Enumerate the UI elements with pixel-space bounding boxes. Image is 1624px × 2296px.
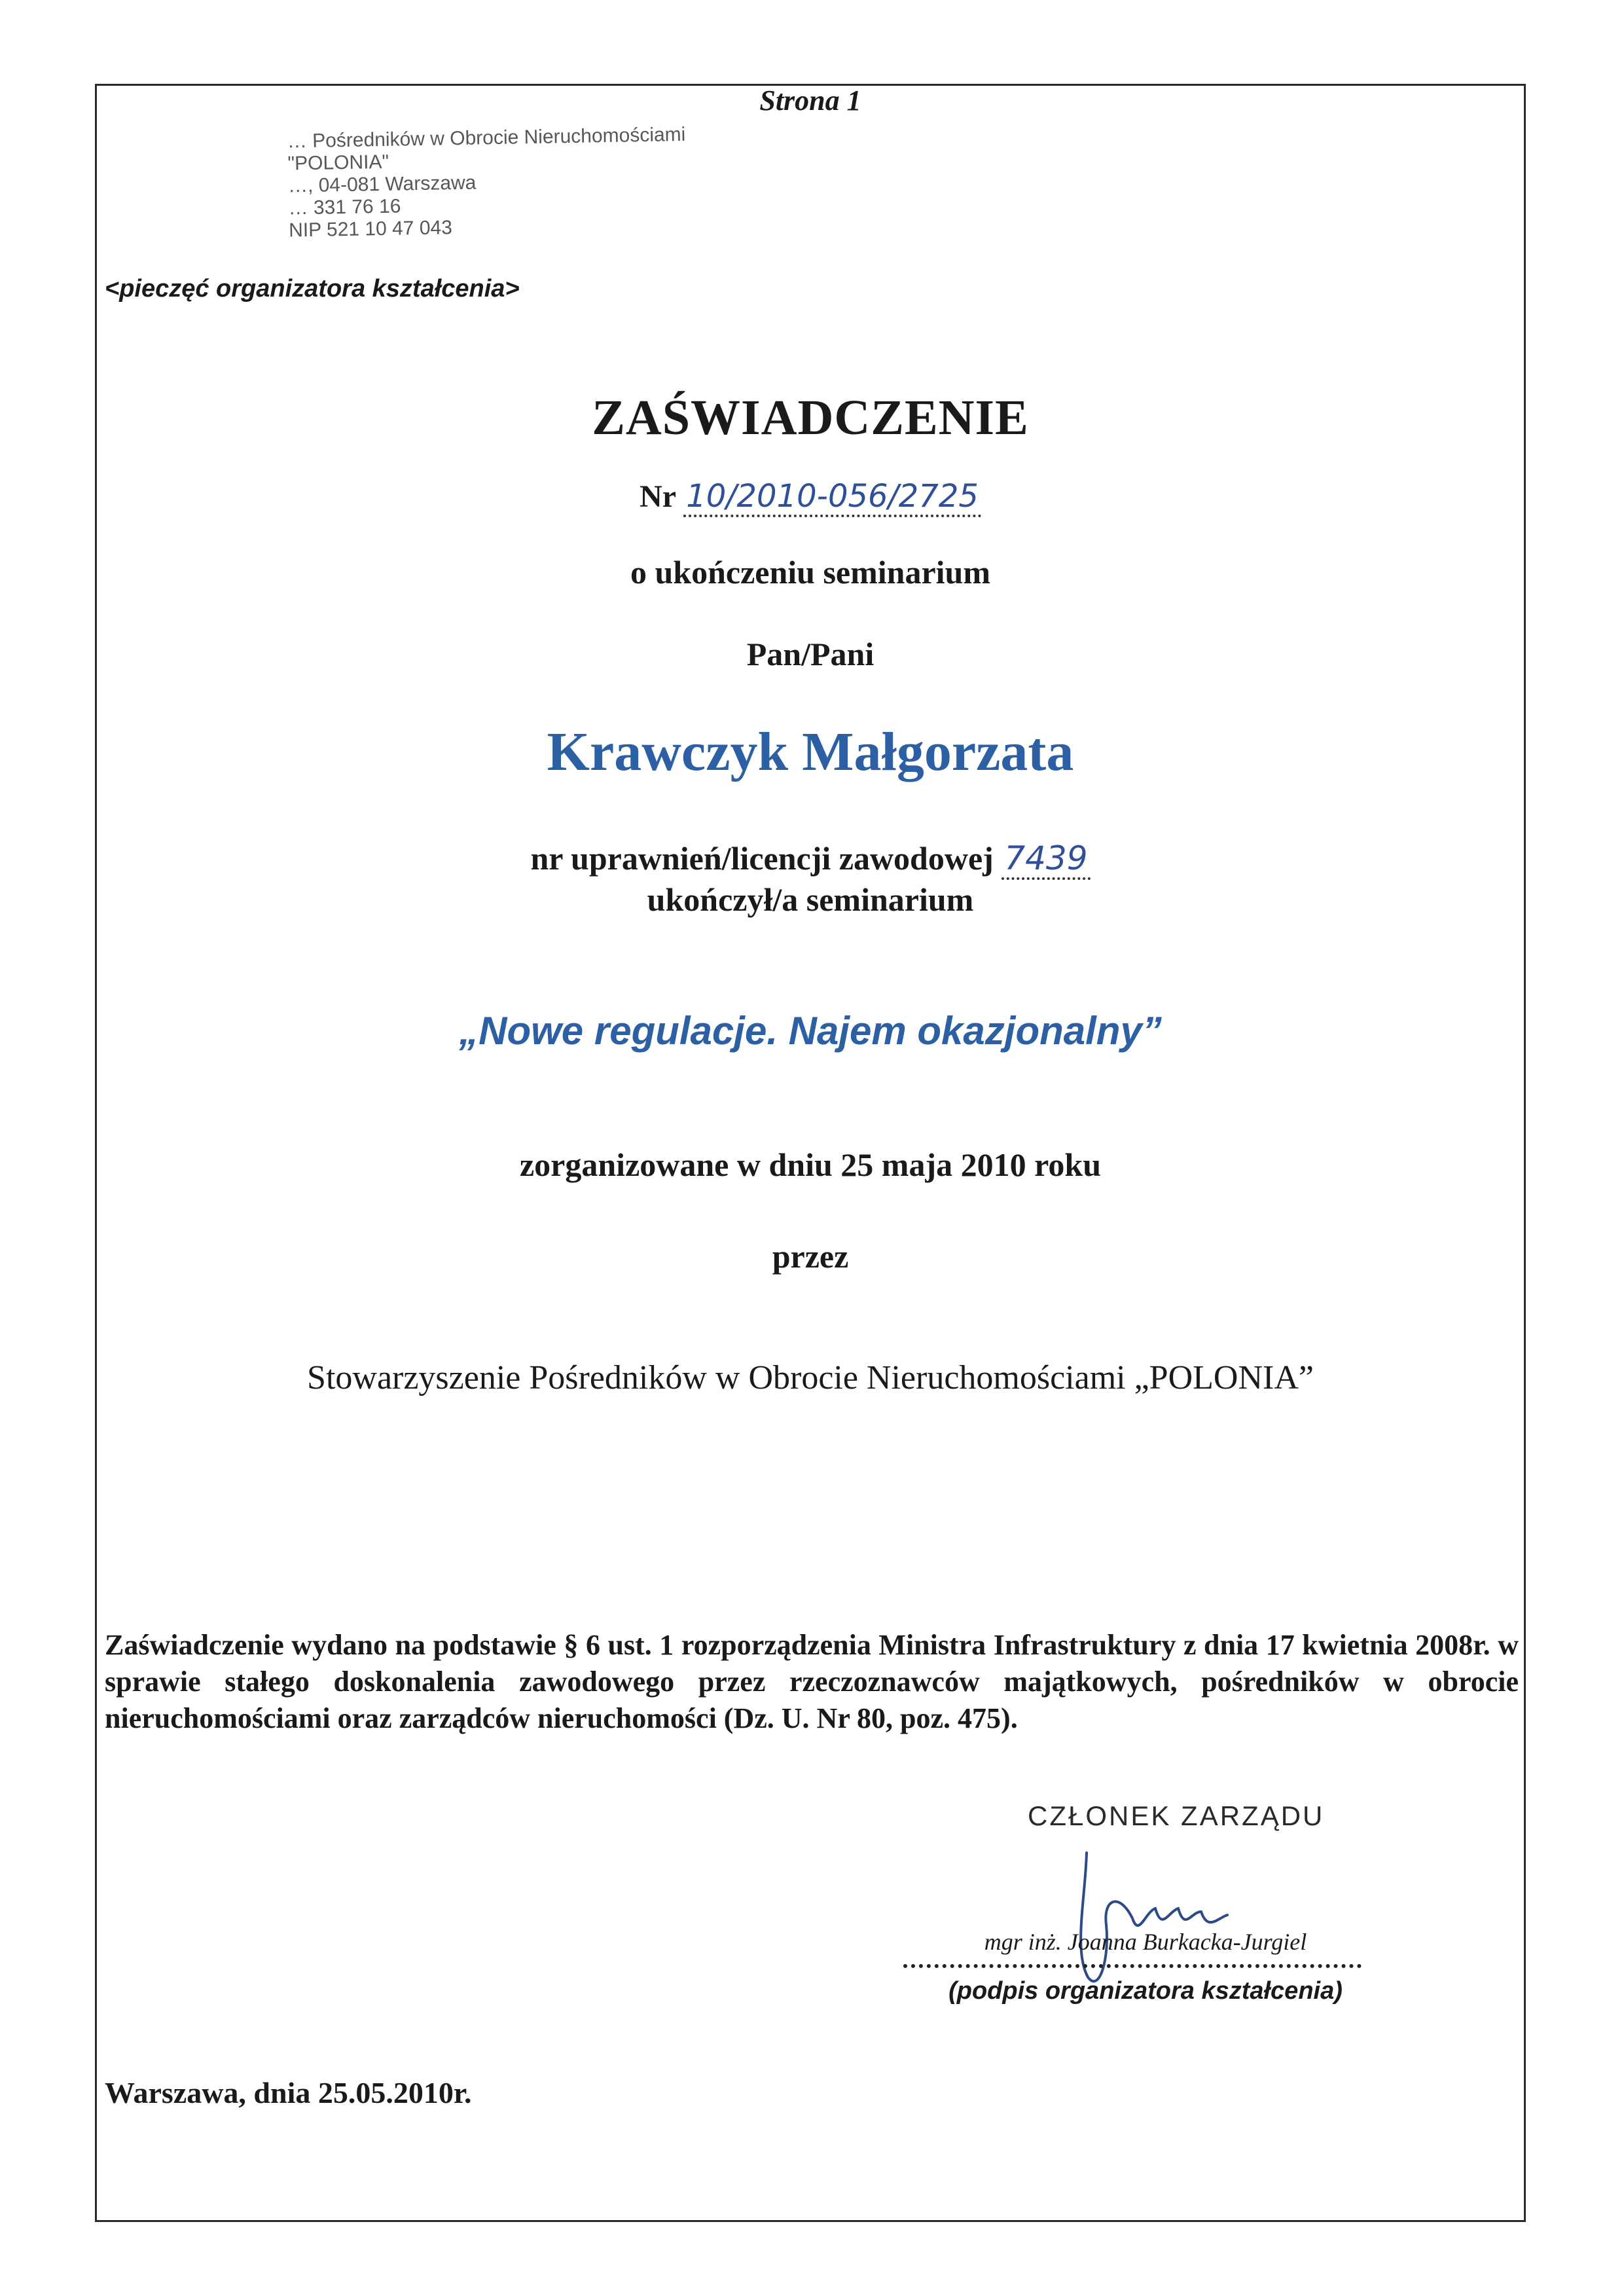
completed-line: ukończył/a seminarium [647,881,974,918]
seminar-title: „Nowe regulacje. Najem okazjonalny” [459,1009,1162,1053]
organized-line: zorganizowane w dniu 25 maja 2010 roku [519,1146,1101,1183]
recipient-name: Krawczyk Małgorzata [547,721,1074,782]
stamp-line: … Pośredników w Obrocie Nieruchomościami [287,123,686,153]
license-line [95,839,1526,877]
signature-mark [1047,1846,1296,1997]
organizer-stamp [287,123,686,242]
license-number: 7439 [1001,839,1090,880]
certificate-number: 10/2010-056/2725 [683,478,981,517]
signature-line [903,1964,1362,1968]
certificate-number-line [95,478,1526,515]
stamp-line: …, 04-081 Warszawa [287,172,477,197]
license-label: nr uprawnień/licencji zawodowej [530,840,994,877]
organizer-name: Stowarzyszenie Pośredników w Obrocie Nieruchomościami „POLONIA” [307,1359,1314,1396]
page-label: Strona 1 [759,84,861,117]
stamp-label: <pieczęć organizatora kształcenia> [105,275,520,302]
salutation: Pan/Pani [746,636,875,672]
signatory-name: mgr inż. Joanna Burkacka-Jurgiel [984,1929,1307,1955]
number-prefix: Nr [640,479,676,514]
stamp-line: NIP 521 10 47 043 [288,217,453,242]
stamp-line: … 331 76 16 [288,195,401,219]
signature-caption: (podpis organizatora kształcenia) [948,1977,1343,2005]
board-member-title: CZŁONEK ZARZĄDU [1028,1800,1325,1831]
stamp-line: "POLONIA" [287,151,389,175]
legal-note: Zaświadczenie wydano na podstawie § 6 ust. 1 rozporządzenia Ministra Infrastruktury z dnia 17 kwietnia 2008r. w sprawie stałego doskonalenia zawodowego przez rzeczoznawców majątkowych, pośredników w obrocie nieruchomościami oraz zarządców nieruchomości (Dz. U. Nr 80, poz. 475). [105,1629,1519,1734]
by-line: przez [772,1238,849,1275]
document-title: ZAŚWIADCZENIE [592,390,1029,445]
completion-line: o ukończeniu seminarium [630,554,991,591]
place-and-date: Warszawa, dnia 25.05.2010r. [105,2076,472,2109]
